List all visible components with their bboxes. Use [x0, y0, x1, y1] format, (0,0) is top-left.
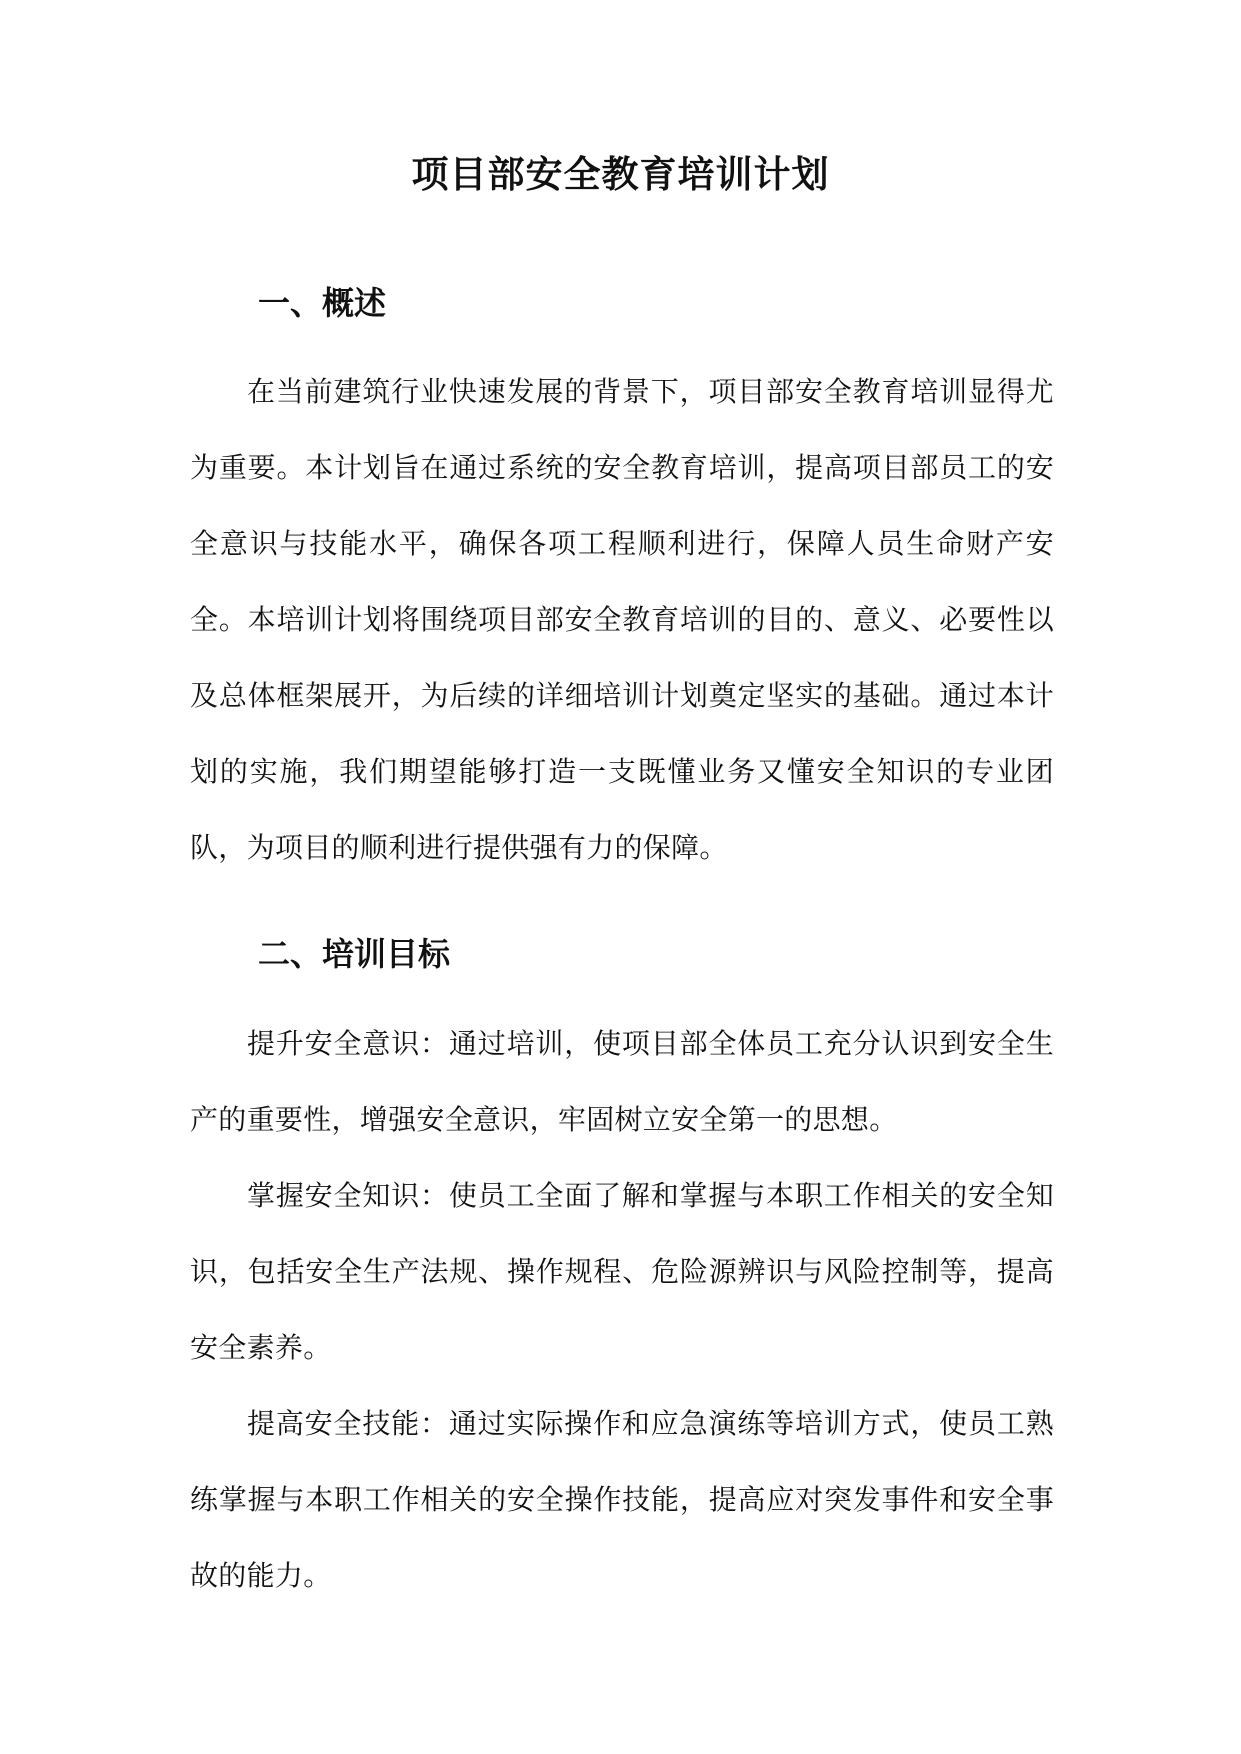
section-heading-overview: 一、概述 — [258, 284, 387, 322]
section-heading-training-goals: 二、培训目标 — [258, 935, 451, 973]
goal-paragraph-awareness: 提升安全意识：通过培训，使项目部全体员工充分认识到安全生产的重要性，增强安全意识，牢固树立安全第一的思想。 — [190, 1027, 1054, 1136]
document-title: 项目部安全教育培训计划 — [411, 153, 830, 196]
goal-paragraph-skills: 提高安全技能：通过实际操作和应急演练等培训方式，使员工熟练掌握与本职工作相关的安全操作技能，提高应对突发事件和安全事故的能力。 — [190, 1407, 1054, 1592]
overview-paragraph: 在当前建筑行业快速发展的背景下，项目部安全教育培训显得尤为重要。本计划旨在通过系统的安全教育培训，提高项目部员工的安全意识与技能水平，确保各项工程顺利进行，保障人员生命财产安全。本培训计划将围绕项目部安全教育培训的目的、意义、必要性以及总体框架展开，为后续的详细培训计划奠定坚实的基础。通过本计划的实施，我们期望能够打造一支既懂业务又懂安全知识的专业团队，为项目的顺利进行提供强有力的保障。 — [190, 375, 1054, 864]
goal-paragraph-knowledge: 掌握安全知识：使员工全面了解和掌握与本职工作相关的安全知识，包括安全生产法规、操作规程、危险源辨识与风险控制等，提高安全素养。 — [190, 1179, 1054, 1364]
